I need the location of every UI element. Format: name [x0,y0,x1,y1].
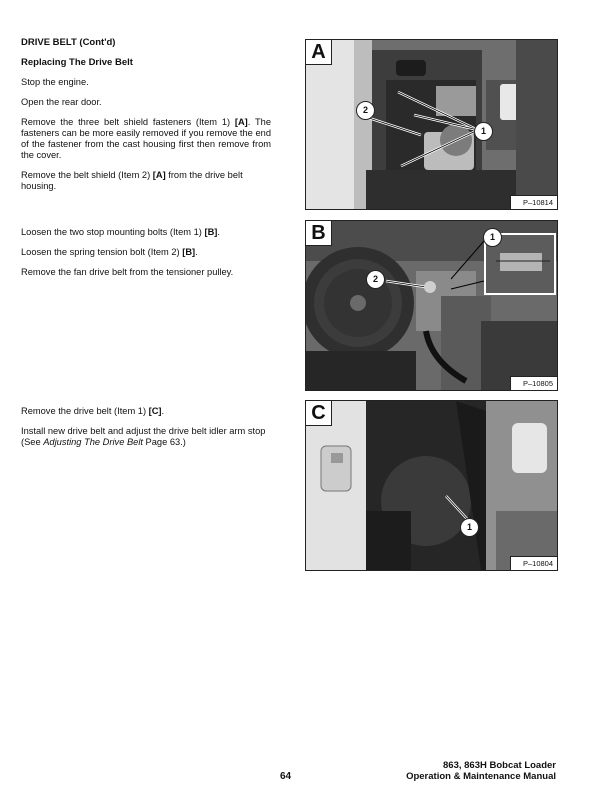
figure-ref: [A] [152,170,166,180]
figure-ref: [B] [182,247,196,257]
step-text: Remove the belt shield (Item 2) [21,170,153,180]
step-text: Install new drive belt and adjust the drive belt idler arm stop (See [21,426,266,447]
figure-letter: C [306,401,332,426]
figure-code: P–10805 [510,376,557,390]
step-remove-belt-shield [21,170,271,192]
callout-2: 2 [356,101,375,120]
step-text: from the drive belt housing. [21,170,243,191]
step-text: . [217,227,220,237]
figure-ref: [C] [148,406,162,416]
figure-ref: [B] [204,227,218,237]
step-text: Loosen the spring tension bolt (Item 2) [21,247,183,257]
footer-title [406,760,556,782]
callout-1: 1 [483,228,502,247]
step-text: . The fasteners can be more easily removed if you remove the end of the fastener from the cast housing first then remove from the cover. [21,117,271,160]
engine-photo-c [306,401,557,570]
step-remove-shield-fasteners [21,117,271,161]
cross-reference: Adjusting The Drive Belt [43,437,143,447]
step-loosen-stop-bolts [21,227,271,238]
step-open-door: Open the rear door. [21,97,102,107]
step-text: Page 63.) [142,437,186,447]
engine-photo-a [306,40,557,209]
text-column-a [21,37,271,201]
step-text: . [161,406,165,416]
figure-code: P–10814 [510,195,557,209]
subsection-title: Replacing The Drive Belt [21,57,133,68]
figure-letter: B [306,221,332,246]
footer-model: 863, 863H Bobcat Loader [443,760,556,771]
figure-ref: [A] [234,117,248,127]
section-title: DRIVE BELT (Cont'd) [21,37,116,48]
step-text: Remove the three belt shield fasteners (Item 1) [21,117,235,127]
step-remove-drive-belt [21,406,271,417]
step-stop-engine: Stop the engine. [21,77,89,87]
step-loosen-tension-bolt [21,247,271,258]
figure-a-photo [305,39,558,210]
footer-manual: Operation & Maintenance Manual [406,771,556,782]
text-column-c [21,406,271,457]
figure-code: P–10804 [510,556,557,570]
callout-2: 2 [366,270,385,289]
step-text: . [195,247,198,257]
figure-letter: A [306,40,332,65]
figure-c-photo [305,400,558,571]
figure-b-photo [305,220,558,391]
callout-1: 1 [460,518,479,537]
step-remove-fan-belt: Remove the fan drive belt from the tensioner pulley. [21,267,234,277]
text-column-b [21,227,271,287]
step-text: Loosen the two stop mounting bolts (Item 1) [21,227,205,237]
step-install-new-belt [21,426,271,448]
step-text: Remove the drive belt (Item 1) [21,406,149,416]
callout-1: 1 [474,122,493,141]
page-number: 64 [280,771,292,782]
engine-photo-b [306,221,557,390]
